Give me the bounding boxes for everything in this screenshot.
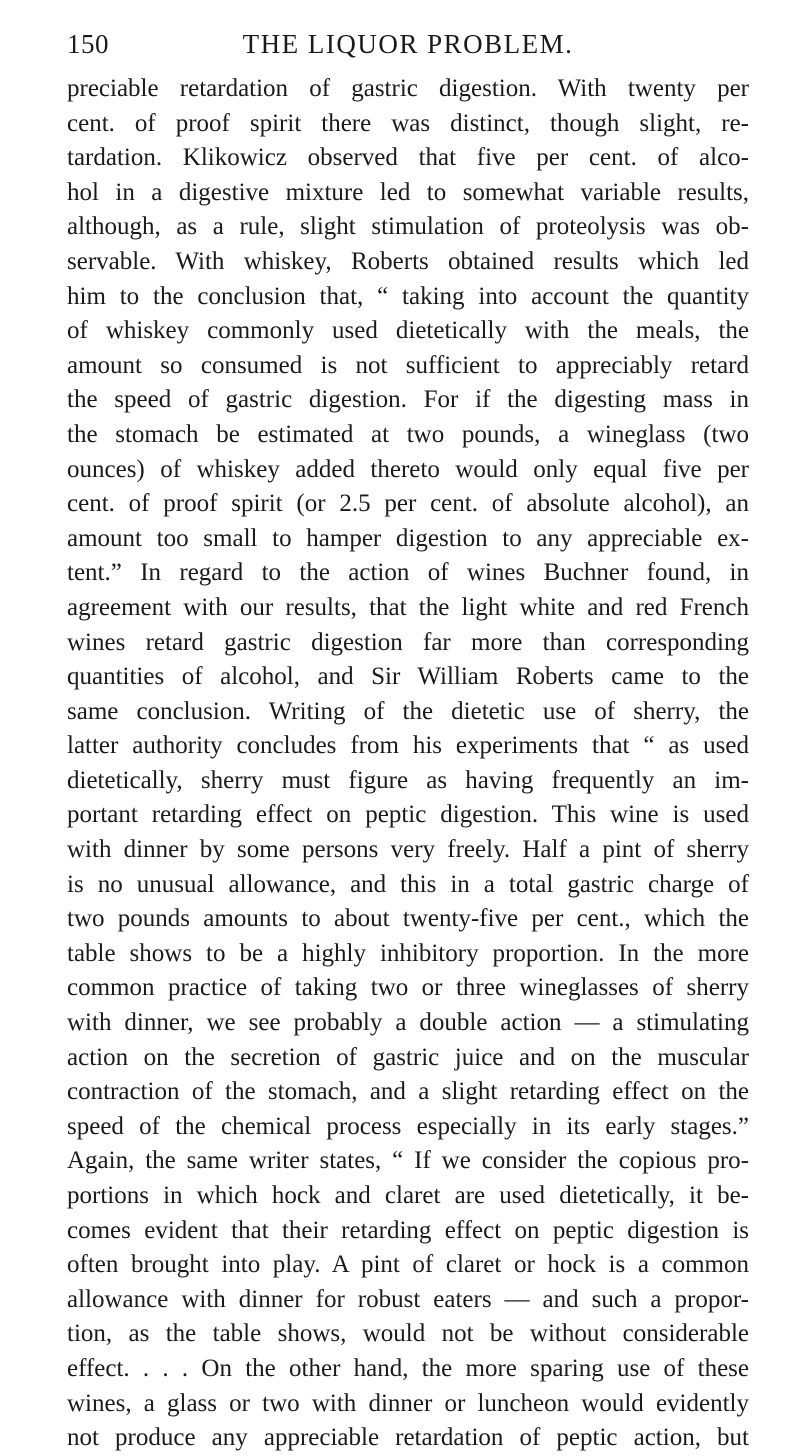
- text-line: often brought into play. A pint of claret or hock is a common: [67, 1251, 749, 1279]
- text-line: speed of the chemical process especially in its early stages.”: [67, 1112, 749, 1140]
- text-line: with dinner by some persons very freely. Half a pint of sherry: [67, 836, 749, 864]
- text-line: cent. of proof spirit (or 2.5 per cent. of absolute alcohol), an: [67, 490, 749, 518]
- text-line: servable. With whiskey, Roberts obtained results which led: [67, 247, 749, 275]
- running-head: [67, 28, 749, 60]
- text-line: quantities of alcohol, and Sir William Roberts came to the: [67, 663, 749, 691]
- text-line: tion, as the table shows, would not be without considerable: [67, 1320, 749, 1348]
- text-line: is no unusual allowance, and this in a total gastric charge of: [67, 870, 749, 898]
- text-line: hol in a digestive mixture led to somewhat variable results,: [67, 178, 749, 206]
- text-line: table shows to be a highly inhibitory proportion. In the more: [67, 939, 749, 967]
- text-line: portant retarding effect on peptic digestion. This wine is used: [67, 801, 749, 829]
- text-line: latter authority concludes from his experiments that “ as used: [67, 732, 749, 760]
- text-line: effect. . . . On the other hand, the more sparing use of these: [67, 1354, 749, 1382]
- text-line: agreement with our results, that the light white and red French: [67, 593, 749, 621]
- text-line: although, as a rule, slight stimulation of proteolysis was ob-: [67, 213, 749, 241]
- text-line: amount too small to hamper digestion to any appreciable ex-: [67, 524, 749, 552]
- text-line: of whiskey commonly used dietetically with the meals, the: [67, 317, 749, 345]
- text-line: contraction of the stomach, and a slight retarding effect on the: [67, 1078, 749, 1106]
- text-line: ounces) of whiskey added thereto would only equal five per: [67, 455, 749, 483]
- text-line: the stomach be estimated at two pounds, a wineglass (two: [67, 420, 749, 448]
- text-line: comes evident that their retarding effect on peptic digestion is: [67, 1216, 749, 1244]
- text-line: not produce any appreciable retardation of peptic action, but: [67, 1424, 749, 1452]
- text-line: preciable retardation of gastric digestion. With twenty per: [67, 75, 749, 102]
- text-line: dietetically, sherry must figure as having frequently an im-: [67, 766, 749, 794]
- text-line: him to the conclusion that, “ taking into account the quantity: [67, 282, 749, 310]
- text-line: wines, a glass or two with dinner or luncheon would evidently: [67, 1389, 749, 1417]
- text-line: cent. of proof spirit there was distinct, though slight, re-: [67, 109, 749, 137]
- text-line: with dinner, we see probably a double action — a stimulating: [67, 1009, 749, 1037]
- text-line: two pounds amounts to about twenty-five per cent., which the: [67, 905, 749, 933]
- text-line: common practice of taking two or three wineglasses of sherry: [67, 974, 749, 1002]
- text-line: wines retard gastric digestion far more than corresponding: [67, 628, 749, 656]
- text-line: allowance with dinner for robust eaters — and such a propor-: [67, 1285, 749, 1313]
- text-line: tent.” In regard to the action of wines Buchner found, in: [67, 559, 749, 587]
- text-line: action on the secretion of gastric juice and on the muscular: [67, 1043, 749, 1071]
- text-line: amount so consumed is not sufficient to appreciably retard: [67, 351, 749, 379]
- text-line: the speed of gastric digestion. For if the digesting mass in: [67, 386, 749, 414]
- body-text: [67, 72, 749, 1456]
- text-line: Again, the same writer states, “ If we consider the copious pro-: [67, 1147, 749, 1175]
- running-title: THE LIQUOR PROBLEM.: [242, 29, 574, 59]
- text-line: portions in which hock and claret are used dietetically, it be-: [67, 1182, 749, 1209]
- page-number: 150: [67, 29, 109, 59]
- text-line: same conclusion. Writing of the dietetic use of sherry, the: [67, 697, 749, 725]
- text-line: tardation. Klikowicz observed that five per cent. of alco-: [67, 144, 749, 172]
